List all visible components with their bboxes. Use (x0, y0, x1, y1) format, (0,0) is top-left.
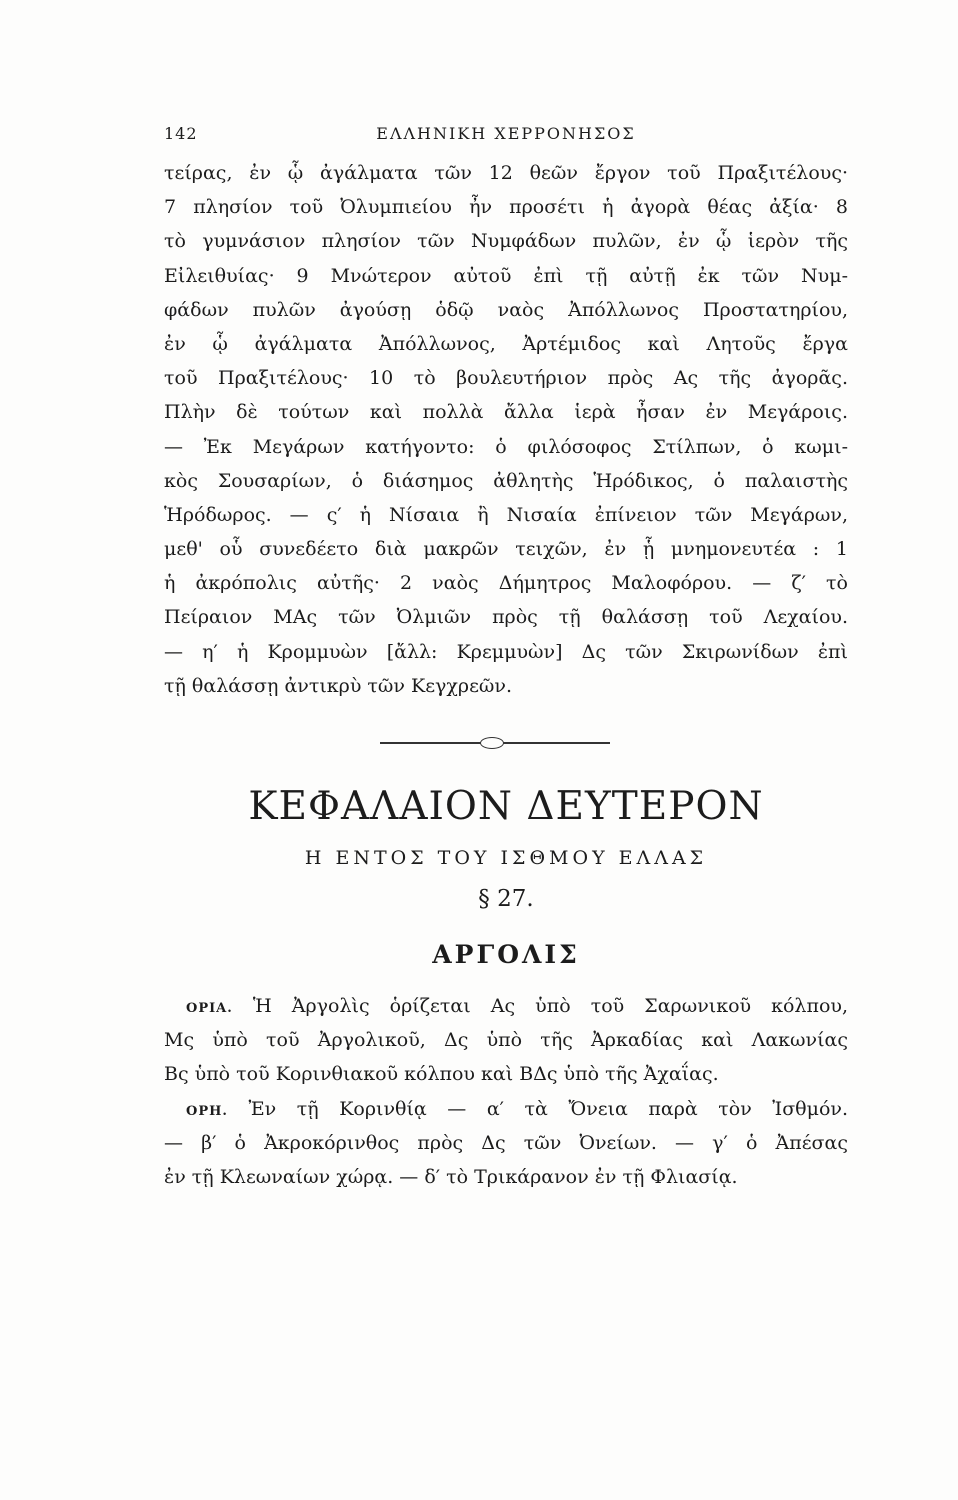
chapter-subtitle: Η ΕΝΤΟΣ ΤΟΥ ΙΣΘΜΟΥ ΕΛΛΑΣ (304, 847, 708, 869)
text-line: ἐν τῇ Κλεωναίων χώρᾳ. — δ′ τὸ Τρικάρανον ἐν τῇ Φλιασίᾳ. (164, 1165, 738, 1188)
text-line (164, 1092, 848, 1126)
rule-knot (480, 737, 504, 749)
book-page (164, 118, 848, 1194)
text-line: τοῦ Πραξιτέλους· 10 τὸ βουλευτήριον πρὸς Ας τῆς ἀγορᾶς. (164, 367, 848, 390)
paragraph-label-mountains: ΟΡΗ. (186, 1103, 228, 1119)
text-line: φάδων πυλῶν ἀγούσῃ ὁδῷ ναὸς Ἀπόλλωνος Προστατηρίου, (164, 298, 848, 321)
section-title: ΑΡΓΟΛΙΣ (432, 940, 580, 969)
text-line: — Ἐκ Μεγάρων κατήγοντο: ὁ φιλόσοφος Στίλπων, ὁ κωμι- (164, 435, 848, 458)
text-line: μεθ' οὗ συνεδέετο διὰ μακρῶν τειχῶν, ἐν ᾗ μνημονευτέα : 1 (164, 538, 848, 561)
text-line: ἐν ᾧ ἀγάλματα Ἀπόλλωνος, Ἀρτέμιδος καὶ Λητοῦς ἔργα (164, 332, 848, 355)
page-number: 142 (164, 124, 198, 143)
text-line: ἡ ἀκρόπολις αὐτῆς· 2 ναὸς Δήμητρος Μαλοφόρου. — ζ′ τὸ (164, 572, 848, 595)
section-text (164, 989, 848, 1194)
text-line: κὸς Σουσαρίων, ὁ διάσημος ἀθλητὴς Ἡρόδικος, ὁ παλαιστὴς (164, 469, 848, 492)
ornamental-rule (164, 725, 848, 765)
text-line: τῇ θαλάσσῃ ἀντικρὺ τῶν Κεγχρεῶν. (164, 674, 513, 697)
text-line: τὸ γυμνάσιον πλησίον τῶν Νυμφάδων πυλῶν, ἐν ᾧ ἱερὸν τῆς (164, 230, 848, 253)
text-line: — β′ ὁ Ἀκροκόρινθος πρὸς Δς τῶν Ὀνείων. — γ′ ὁ Ἀπέσας (164, 1131, 848, 1154)
text-line: Εἰλειθυίας· 9 Μνώτερον αὐτοῦ ἐπὶ τῇ αὐτῇ ἐκ τῶν Νυμ- (164, 264, 848, 287)
line-content: Ἐν τῇ Κορινθίᾳ — α′ τὰ Ὄνεια παρὰ τὸν Ἰσθμόν. (248, 1097, 848, 1120)
line-content: Ἡ Ἀργολὶς ὁρίζεται Ας ὑπὸ τοῦ Σαρωνικοῦ κόλπου, (252, 995, 848, 1017)
chapter-title: ΚΕΦΑΛΑΙΟΝ ΔΕΥΤΕΡΟΝ (248, 784, 764, 829)
text-line (164, 989, 848, 1023)
paragraph-label-boundaries: ΟΡΙΑ. (186, 1001, 233, 1016)
text-line: Ἡρόδωρος. — ς′ ἡ Νίσαια ἢ Νισαία ἐπίνειον τῶν Μεγάρων, (164, 503, 848, 526)
text-line: Πλὴν δὲ τούτων καὶ πολλὰ ἄλλα ἱερὰ ἦσαν ἐν Μεγάροις. (164, 401, 848, 424)
text-line: 7 πλησίον τοῦ Ὀλυμπιείου ἦν προσέτι ἡ ἀγορὰ θέας ἀξία· 8 (164, 196, 848, 219)
body-text (164, 156, 848, 703)
section-number: § 27. (478, 886, 534, 912)
running-title: ΕΛΛΗΝΙΚΗ ΧΕΡΡΟΝΗΣΟΣ (376, 124, 636, 143)
text-line: Μς ὑπὸ τοῦ Ἀργολικοῦ, Δς ὑπὸ τῆς Ἀρκαδίας καὶ Λακωνίας (164, 1029, 848, 1052)
text-line: — η′ ἡ Κρομμυὼν [ἄλλ: Κρεμμυὼν] Δς τῶν Σκιρωνίδων ἐπὶ (164, 640, 848, 663)
text-line: Βς ὑπὸ τοῦ Κορινθιακοῦ κόλπου καὶ ΒΔς ὑπὸ τῆς Ἀχαΐας. (164, 1063, 719, 1086)
text-line: Πείραιον ΜΑς τῶν Ὀλμιῶν πρὸς τῇ θαλάσσῃ τοῦ Λεχαίου. (164, 606, 848, 629)
running-head (164, 118, 848, 152)
text-line: τείρας, ἐν ᾧ ἀγάλματα τῶν 12 θεῶν ἔργον τοῦ Πραξιτέλους· (164, 162, 848, 184)
